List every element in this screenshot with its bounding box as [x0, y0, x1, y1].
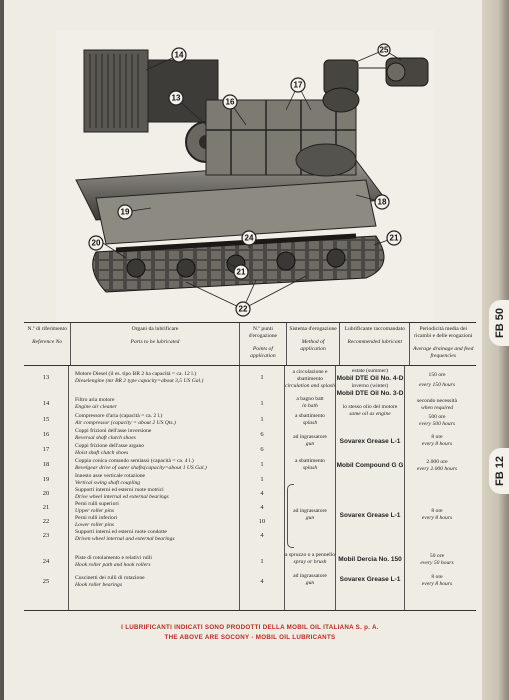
table-row-ref: 25	[42, 578, 50, 585]
frequency-cell: 8 ore every 8 hours	[421, 508, 453, 521]
table-row-points: 1	[260, 400, 264, 407]
callout-19	[118, 205, 132, 219]
table-row-ref: 21	[42, 504, 50, 511]
method-cell: a sbattimento splash	[295, 458, 325, 471]
column-points	[240, 366, 285, 610]
method-cell: a circolazione e sbattimento circulation and splash	[285, 369, 335, 389]
table-row-points: 4	[260, 504, 264, 511]
lubricant-cell: estate (summer) Mobil DTE Oil No. 4-D inverno (winter) Mobil DTE Oil No. 3-D	[336, 368, 404, 398]
table-row-ref: 15	[42, 416, 50, 423]
table-row-ref: 22	[42, 518, 50, 525]
table-row-ref: 16	[42, 431, 50, 438]
frequency-cell: 8 ore every 8 hours	[421, 574, 453, 587]
column-method	[285, 366, 336, 610]
svg-text:13: 13	[171, 93, 181, 103]
callout-25	[378, 44, 390, 56]
callout-21-right	[387, 231, 401, 245]
table-row-ref: 14	[42, 400, 50, 407]
lubricant-cell: lo stesso olio del motore same oil as engine	[342, 404, 398, 417]
table-row-part: Innesto asse verticale rotazione Vertical swing shaft coupling	[75, 473, 146, 486]
table-row-part: Supporti interni ed esterni ruote condotte Driven wheel internal and external bearings	[75, 529, 175, 542]
table-row-points: 1	[260, 416, 264, 423]
column-parts	[69, 366, 240, 610]
svg-text:25: 25	[379, 45, 389, 55]
method-cell: ad ingrassatore gun	[293, 434, 327, 447]
table-row-part: Coppi frizioni dell'asse inversione Reversal shaft clutch shoes	[75, 428, 152, 441]
header-lubricant: Lubrificante raccomandato Recommended lubricant	[340, 323, 410, 365]
svg-text:19: 19	[120, 207, 130, 217]
frequency-cell: 150 ore every 150 hours	[418, 372, 456, 388]
table-row-part: Coppi frizione dell'asse argano Hoist shaft clutch shoes	[75, 443, 145, 456]
column-reference	[24, 366, 69, 610]
method-cell: a bagno batt in bath	[296, 396, 324, 409]
table-row-ref: 19	[42, 476, 50, 483]
table-row-points: 6	[260, 431, 264, 438]
frequency-cell: 8 ore every 8 hours	[421, 434, 453, 447]
footer-note-english: THE ABOVE ARE SOCONY - MOBIL OIL LUBRICANTS	[164, 634, 336, 641]
page-edge	[482, 0, 509, 700]
table-row-part: Supporti interni ed esterni ruote motrici Drive wheel internal ed external bearings	[75, 487, 169, 500]
header-reference: N.º di riferimento Reference No	[24, 323, 71, 365]
frequency-cell: secondo necessità when required	[417, 398, 457, 411]
callout-22	[236, 302, 250, 316]
table-row-points: 1	[260, 461, 264, 468]
table-row-part: Filtro aria motore Engine air cleaner	[75, 397, 117, 410]
excavator-undercarriage-illustration	[56, 30, 434, 322]
table-row-part: Perni rulli superiori Upper roller pins	[75, 501, 119, 514]
footer-note-italian: I LUBRIFICANTI INDICATI SONO PRODOTTI DELLA MOBIL OIL ITALIANA S. p. A.	[121, 624, 379, 631]
table-row-ref: 20	[42, 490, 50, 497]
section-tab-fb50[interactable]: FB 50	[489, 300, 509, 346]
column-lubricant	[336, 366, 405, 610]
table-row-part: Compressore d'aria (capacità = ca. 2 l.) Air compressor (capacity = about 2 US Qts.)	[75, 413, 176, 426]
table-header	[24, 323, 476, 366]
table-row-points: 1	[260, 374, 264, 381]
method-cell: a sbattimento splash	[295, 413, 325, 426]
manual-page	[4, 0, 482, 700]
method-cell: ad ingrassatore gun	[293, 508, 327, 521]
svg-text:17: 17	[293, 80, 303, 90]
table-row-points: 4	[260, 532, 264, 539]
lubrication-table	[24, 322, 476, 611]
method-cell: a spruzzo o a pennello spray or brush	[285, 552, 336, 565]
table-row-ref: 24	[42, 558, 50, 565]
header-method: Sistema d'erogazione Method of application	[287, 323, 340, 365]
table-row-ref: 17	[42, 446, 50, 453]
frequency-cell: 50 ore every 50 hours	[420, 553, 454, 566]
callout-20	[89, 236, 103, 250]
table-row-ref: 18	[42, 461, 50, 468]
frequency-cell: 2.000 ore every 2.000 hours	[416, 459, 458, 472]
method-cell: ad ingrassatore gun	[293, 573, 327, 586]
callout-14	[172, 48, 186, 62]
table-body	[24, 366, 476, 610]
frequency-cell: 500 ore every 500 hours	[418, 414, 456, 427]
table-row-part: Piste di rotolamento e relativi rulli Hook roller path and hook rollers	[75, 555, 152, 568]
table-row-points: 1	[260, 558, 264, 565]
lubricant-cell: Sovarex Grease L-1	[339, 512, 401, 519]
lubricant-cell: Sovarex Grease L-1	[339, 438, 401, 445]
callout-16	[223, 95, 237, 109]
callout-18	[375, 195, 389, 209]
callout-21-center	[234, 265, 248, 279]
lubricant-cell: Mobil Dercia No. 150	[338, 556, 402, 563]
machine-photo	[56, 30, 434, 322]
svg-text:24: 24	[244, 233, 254, 243]
table-row-part: Perni rulli inferiori Lower roller pins	[75, 515, 118, 528]
column-frequency	[405, 366, 469, 610]
svg-text:14: 14	[174, 50, 184, 60]
callout-13	[169, 91, 183, 105]
svg-text:20: 20	[91, 238, 101, 248]
callout-17	[291, 78, 305, 92]
table-row-part: Cuscinetti dei rulli di rotazione Hook roller bearings	[75, 575, 145, 588]
table-row-points: 4	[260, 578, 264, 585]
table-row-part: Coppia conica comando semiassi (capacità = ca. 4 l.) Bevelgear drive of outer shafts(capacity=about 1 US Gal.)	[75, 458, 207, 471]
section-tab-fb12[interactable]: FB 12	[489, 448, 509, 494]
svg-text:21: 21	[389, 233, 399, 243]
svg-text:18: 18	[377, 197, 387, 207]
table-row-points: 4	[260, 490, 264, 497]
table-row-points: 10	[258, 518, 266, 525]
callout-24	[242, 231, 256, 245]
header-parts: Organi da lubrificare Parts to be lubricated	[71, 323, 239, 365]
header-points: N.º punti d'erogazione Points of application	[240, 323, 287, 365]
table-row-points: 1	[260, 476, 264, 483]
lubricant-cell: Sovarex Grease L-1	[339, 576, 401, 583]
table-row-part: Motore Diesel (il es. tipo BR 2 ha capacità = ca. 12 l.) Dieselengine (mr BR 2 type capacity=about 3,5 US Gal.)	[75, 371, 204, 384]
header-frequency: Periodicità media dei ricambi e delle erogazioni Average drainage and feed frequencies	[413, 326, 474, 359]
svg-text:21: 21	[236, 267, 246, 277]
table-row-ref: 13	[42, 374, 50, 381]
table-row-points: 6	[260, 446, 264, 453]
lubricant-cell: Mobil Compound G G	[336, 462, 404, 469]
svg-text:16: 16	[225, 97, 235, 107]
table-row-ref: 23	[42, 532, 50, 539]
svg-text:22: 22	[238, 304, 248, 314]
